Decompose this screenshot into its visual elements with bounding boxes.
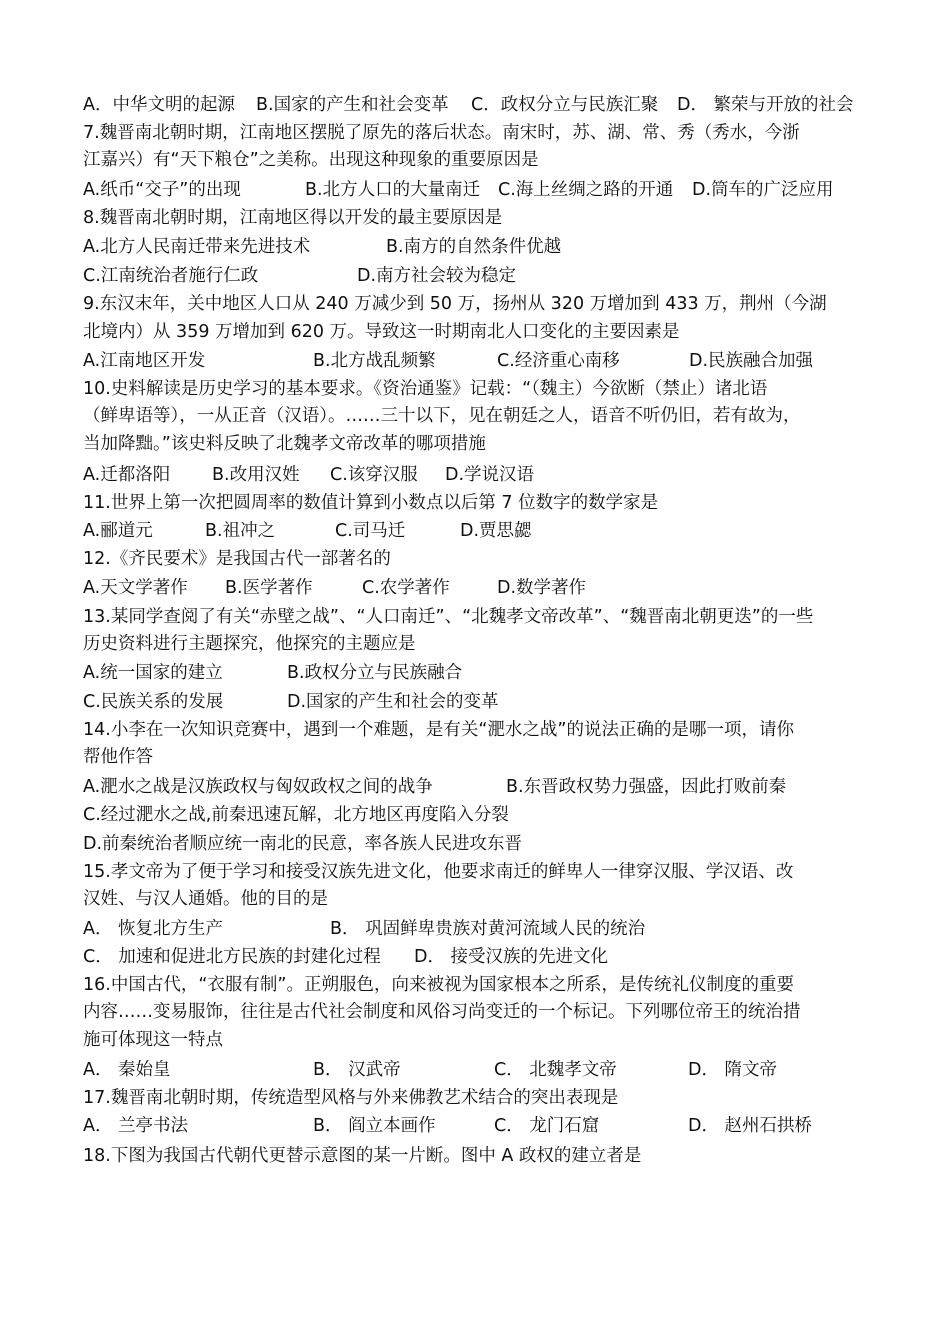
q9-option-d: D.民族融合加强 [689,351,814,371]
q15-option-a: A． 恢复北方生产 [83,919,224,939]
q8-stem: 8.魏晋南北朝时期，江南地区得以开发的最主要原因是 [83,208,503,228]
q10-option-c: C.该穿汉服 [330,465,418,485]
q6-option-d: D． 繁荣与开放的社会 [677,95,854,115]
q15-option-d: D． 接受汉族的先进文化 [414,947,609,967]
q10-option-d: D.学说汉语 [445,465,535,485]
q11-option-d: D.贾思勰 [460,521,532,541]
q14-option-d: D.前秦统治者顺应统一南北的民意，率各族人民进攻东晋 [83,834,523,854]
q14-option-a: A.淝水之战是汉族政权与匈奴政权之间的战争 [83,777,433,797]
q15-stem-line2: 汉姓、与汉人通婚。他的目的是 [83,889,328,909]
q12-option-a: A.天文学著作 [83,578,188,598]
q6-option-c: C．政权分立与民族汇聚 [471,95,659,115]
q13-stem-line2: 历史资料进行主题探究，他探究的主题应是 [83,634,416,654]
q14-stem-line1: 14.小李在一次知识竞赛中，遇到一个难题，是有关“淝水之战”的说法正确的是哪一项，请你 [83,720,794,740]
q6-option-a: A．中华文明的起源 [83,95,235,115]
q13-stem-line1: 13.某同学查阅了有关“赤壁之战”、“人口南迁”、“北魏孝文帝改革”、“魏晋南北朝更迭”的一些 [83,607,814,627]
q11-stem: 11.世界上第一次把圆周率的数值计算到小数点以后第 7 位数字的数学家是 [83,493,659,513]
q7-stem-line1: 7.魏晋南北朝时期，江南地区摆脱了原先的落后状态。南宋时，苏、湖、常、秀（秀水，今浙 [83,123,800,143]
q8-option-a: A.北方人民南迁带来先进技术 [83,237,311,257]
q18-stem: 18.下图为我国古代朝代更替示意图的某一片断。图中 A 政权的建立者是 [83,1146,642,1166]
q12-option-c: C.农学著作 [362,578,450,598]
q13-option-a: A.统一国家的建立 [83,663,223,683]
q17-option-c: C． 龙门石窟 [494,1116,600,1136]
q17-option-a: A． 兰亭书法 [83,1116,189,1136]
q12-option-b: B.医学著作 [225,578,313,598]
q16-option-c: C． 北魏孝文帝 [494,1060,617,1080]
q14-option-b: B.东晋政权势力强盛，因此打败前秦 [506,777,787,797]
q16-option-d: D． 隋文帝 [688,1060,778,1080]
q10-stem-line2: （鲜卑语等），一从正音（汉语）。……三十以下，见在朝廷之人，语音不听仍旧，若有故为， [83,406,801,426]
q16-stem-line3: 施可体现这一特点 [83,1030,223,1050]
q12-stem: 12.《齐民要术》是我国古代一部著名的 [83,549,391,569]
q17-option-b: B． 阎立本画作 [313,1116,436,1136]
q12-option-d: D.数学著作 [497,578,587,598]
q10-stem-line1: 10.史料解读是历史学习的基本要求。《资治通鉴》记载：“（魏主）今欲断（禁止）诸北语 [83,379,768,399]
q7-option-a: A.纸币“交子”的出现 [83,180,241,200]
q11-option-a: A.郦道元 [83,521,153,541]
q9-option-a: A.江南地区开发 [83,351,206,371]
q16-option-b: B． 汉武帝 [313,1060,401,1080]
q10-option-b: B.改用汉姓 [212,465,300,485]
q15-option-c: C． 加速和促进北方民族的封建化过程 [83,947,381,967]
q10-stem-line3: 当加降黜。”该史料反映了北魏孝文帝改革的哪项措施 [83,434,486,454]
q13-option-d: D.国家的产生和社会的变革 [287,692,499,712]
q8-option-d: D.南方社会较为稳定 [357,266,517,286]
q16-stem-line1: 16.中国古代，“衣服有制”。正朔服色，向来被视为国家根本之所系，是传统礼仪制度的重要 [83,975,794,995]
q7-option-b: B.北方人口的大量南迁 [305,180,481,200]
q14-option-c: C.经过淝水之战,前秦迅速瓦解，北方地区再度陷入分裂 [83,805,509,825]
q15-option-b: B． 巩固鲜卑贵族对黄河流域人民的统治 [330,919,646,939]
q17-option-d: D． 赵州石拱桥 [688,1116,813,1136]
q6-option-b: B.国家的产生和社会变革 [256,95,449,115]
q7-option-c: C.海上丝绸之路的开通 [498,180,674,200]
q7-stem-line2: 江嘉兴）有“天下粮仓”之美称。出现这种现象的重要原因是 [83,150,539,170]
q10-option-a: A.迁都洛阳 [83,465,171,485]
q8-option-b: B.南方的自然条件优越 [386,237,562,257]
q16-option-a: A． 秦始皇 [83,1060,171,1080]
q9-stem-line2: 北境内）从 359 万增加到 620 万。导致这一时期南北人口变化的主要因素是 [83,322,680,342]
q11-option-c: C.司马迁 [335,521,406,541]
q13-option-c: C.民族关系的发展 [83,692,224,712]
q9-option-c: C.经济重心南移 [497,351,620,371]
q16-stem-line2: 内容……变易服饰，往往是古代社会制度和风俗习尚变迁的一个标记。下列哪位帝王的统治措 [83,1002,801,1022]
q14-stem-line2: 帮他作答 [83,747,153,767]
q9-stem-line1: 9.东汉末年，关中地区人口从 240 万减少到 50 万，扬州从 320 万增加到 433 万，荆州（今湖 [83,294,827,314]
q8-option-c: C.江南统治者施行仁政 [83,266,259,286]
q9-option-b: B.北方战乱频繁 [313,351,436,371]
q17-stem: 17.魏晋南北朝时期，传统造型风格与外来佛教艺术结合的突出表现是 [83,1088,619,1108]
q15-stem-line1: 15.孝文帝为了便于学习和接受汉族先进文化，他要求南迁的鲜卑人一律穿汉服、学汉语、改 [83,862,794,882]
q11-option-b: B.祖冲之 [205,521,276,541]
q7-option-d: D.筒车的广泛应用 [692,180,834,200]
q13-option-b: B.政权分立与民族融合 [287,663,463,683]
